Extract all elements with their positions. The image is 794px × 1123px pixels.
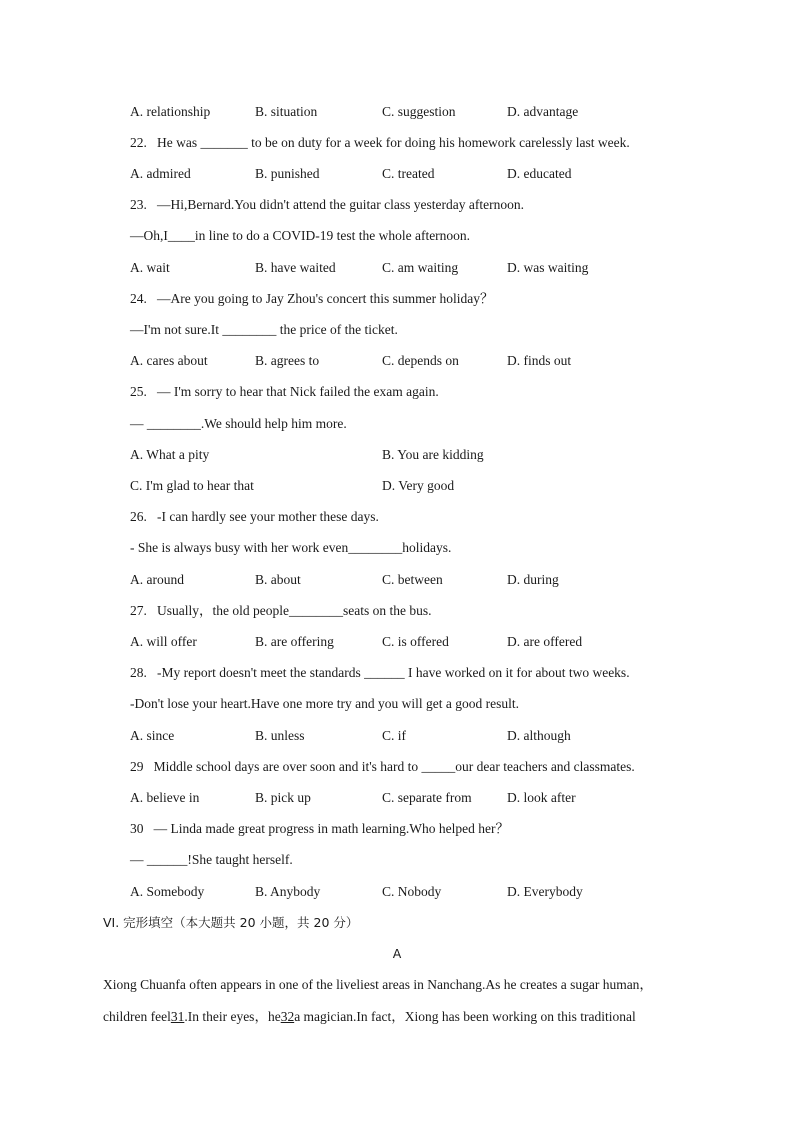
section-heading: VI. 完形填空（本大题共 20 小题，共 20 分） [103, 915, 359, 930]
blank-32[interactable]: 32 [280, 1009, 295, 1024]
option-a[interactable]: A. relationship [130, 104, 211, 119]
question-22: 22. He was _______ to be on duty for a week for doing his homework carelessly last week. [130, 135, 630, 150]
option-c[interactable]: C. treated [382, 166, 435, 181]
option-c[interactable]: C. if [382, 728, 407, 743]
blank-31[interactable]: 31 [170, 1009, 185, 1024]
option-d[interactable]: D. although [507, 728, 571, 743]
option-b[interactable]: B. agrees to [255, 353, 320, 368]
passage-label: A [392, 946, 402, 961]
question-25: 25. — I'm sorry to hear that Nick failed the exam again. [130, 384, 439, 399]
question-26-reply: - She is always busy with her work even________holidays. [130, 540, 452, 555]
option-c[interactable]: C. separate from [382, 790, 472, 805]
q22-options [130, 165, 690, 273]
q27-options [130, 633, 690, 741]
option-d[interactable]: D. finds out [507, 353, 572, 368]
option-d[interactable]: D. Everybody [507, 884, 583, 899]
option-d[interactable]: D. advantage [507, 104, 579, 119]
option-d[interactable]: D. are offered [507, 634, 583, 649]
question-28-reply: -Don't lose your heart.Have one more try and you will get a good result. [130, 696, 519, 711]
question-23-reply: —Oh,I____in line to do a COVID-19 test the whole afternoon. [130, 228, 471, 243]
option-b[interactable]: B. punished [255, 166, 320, 181]
option-b[interactable]: B. pick up [255, 790, 311, 805]
option-a[interactable]: A. admired [130, 166, 191, 181]
option-b[interactable]: B. Anybody [255, 884, 321, 899]
option-a[interactable]: A. believe in [130, 790, 200, 805]
option-b[interactable]: B. unless [255, 728, 305, 743]
passage-text: a magician.In fact，Xiong has been working on this traditional [294, 1009, 636, 1024]
option-a[interactable]: A. will offer [130, 634, 197, 649]
option-c[interactable]: C. between [382, 572, 443, 587]
option-c[interactable]: C. is offered [382, 634, 449, 649]
question-30-reply: — ______!She taught herself. [130, 852, 293, 867]
option-c[interactable]: C. Nobody [382, 884, 442, 899]
option-c[interactable]: C. suggestion [382, 104, 456, 119]
q30-options [130, 883, 690, 991]
question-24-reply: —I'm not sure.It ________ the price of the ticket. [130, 322, 398, 337]
option-c[interactable]: C. depends on [382, 353, 459, 368]
option-d[interactable]: D. during [507, 572, 559, 587]
option-d[interactable]: D. Very good [382, 478, 455, 493]
q29-options [130, 789, 690, 897]
question-25-reply: — ________.We should help him more. [130, 416, 347, 431]
question-27: 27. Usually，the old people________seats on the bus. [130, 603, 432, 618]
option-b[interactable]: B. about [255, 572, 301, 587]
passage-text: children feel [103, 1009, 171, 1024]
option-b[interactable]: B. are offering [255, 634, 334, 649]
option-a[interactable]: A. Somebody [130, 884, 205, 899]
option-d[interactable]: D. was waiting [507, 260, 589, 275]
question-24: 24. —Are you going to Jay Zhou's concert this summer holiday？ [130, 291, 494, 306]
option-d[interactable]: D. educated [507, 166, 572, 181]
option-a[interactable]: A. since [130, 728, 175, 743]
passage-line-1: Xiong Chuanfa often appears in one of the liveliest areas in Nanchang.As he creates a sugar human， [103, 977, 653, 992]
option-b[interactable]: B. You are kidding [382, 447, 484, 462]
q24-options [130, 352, 690, 460]
option-d[interactable]: D. look after [507, 790, 576, 805]
question-23: 23. —Hi,Bernard.You didn't attend the guitar class yesterday afternoon. [130, 197, 524, 212]
option-a[interactable]: A. around [130, 572, 184, 587]
question-30: 30 — Linda made great progress in math learning.Who helped her？ [130, 821, 510, 836]
option-b[interactable]: B. situation [255, 104, 318, 119]
option-b[interactable]: B. have waited [255, 260, 336, 275]
passage-text: .In their eyes，he [184, 1009, 281, 1024]
question-26: 26. -I can hardly see your mother these days. [130, 509, 379, 524]
option-a[interactable]: A. What a pity [130, 447, 210, 462]
question-28: 28. -My report doesn't meet the standards ______ I have worked on it for about two weeks. [130, 665, 630, 680]
option-a[interactable]: A. cares about [130, 353, 208, 368]
question-29: 29 Middle school days are over soon and it's hard to _____our dear teachers and classmates. [130, 759, 635, 774]
option-c[interactable]: C. I'm glad to hear that [130, 478, 254, 493]
option-a[interactable]: A. wait [130, 260, 170, 275]
passage-line-2 [103, 1008, 636, 1026]
q23-options [130, 259, 690, 367]
option-c[interactable]: C. am waiting [382, 260, 459, 275]
